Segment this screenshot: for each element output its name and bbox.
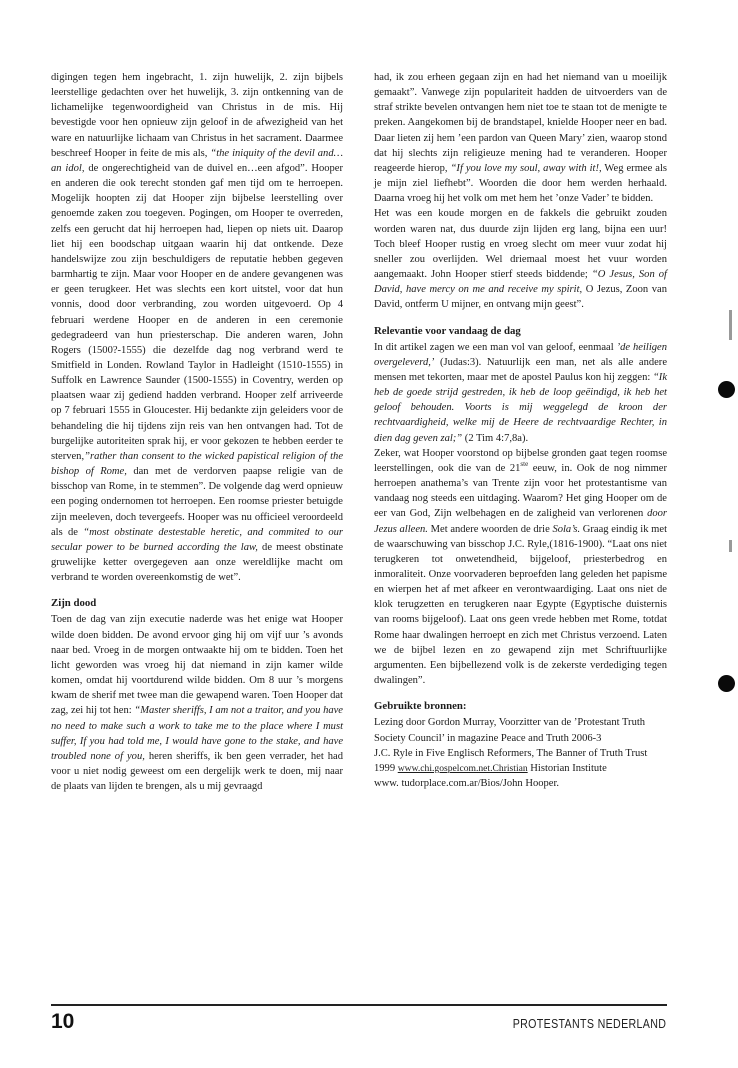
section-heading-sources: Gebruikte bronnen: <box>374 700 467 713</box>
punch-hole <box>718 675 735 692</box>
paragraph-stake: had, ik zou erheen gegaan zijn en had het niemand van u moeilijk gemaakt”. Vanwege zijn populariteit hadden de uitvoerders van de straf strikte bevelen ontvangen hem niet toe te staan tot de menigte te preken. Aangekomen bij de brandstapel, knielde Hooper neer en bad. Daar lieten zij hem ’een pardon van Queen Mary’ zien, waarop stond dat hij slechts zijn religieuze mening had te veranderen. Hooper reageerde hierop, “If you love my soul, away with it!, Weg ermee als je mijn ziel liefhebt”. Woorden die door hem werden herhaald. Daarna vroeg hij het volk om met hem het ’onze Vader’ te bidden. <box>374 72 667 205</box>
page-edge-mark <box>729 310 732 340</box>
source-item: www. tudorplace.com.ar/Bios/John Hooper. <box>374 778 560 790</box>
page-edge-mark <box>729 540 732 552</box>
left-column <box>51 70 343 794</box>
paragraph-trial: digingen tegen hem ingebracht, 1. zijn huwelijk, 2. zijn bijbels leerstellige gedachten over het huwelijk, 3. zijn ontkenning van de lichamelijke tegenwoordigheid van Christus in de mis. Hij bevestigde voor hen opnieuw zijn geloof in de afwezigheid van het ware en natuurlijke lichaam van Christus in het sacrament. Daarmee beschreef Hooper in feite de mis als, “the iniquity of the devil and…an idol, de ongerechtigheid van de duivel en…een afgod”. Hooper en anderen die ook terecht stonden gaf men tijd om te herroepen. Mogelijk hoopten zij dat Hooper zijn bijbelse leerstelling over genoemde zaken zou toegeven. Pogingen, om Hooper te overreden, zelfs een gerucht dat hij herroepen had, liepen op niets uit. Daarop liet hij een boodschap uitgaan waarin hij dat ontkende. Deze handelswijze zou zijn beschuldigers de reputatie hebben gegeven barmhartig te zijn. Maar voor Hooper en de andere gevangenen was er geen terugkeer. Het was slechts een kort uitstel, voor dat hun vonnis, dood door verbranding, zou worden uitgevoerd. Op 4 februari werdene Hooper en de anderen in een ceremonie gedegradeerd van hun priesterschap. Die anderen waren, John Rogers (1500?-1555) die dezelfde dag nog verbrand werd te Smitfield in Londen. Rowland Taylor in Hadleight (1510-1555) in Suffolk en Lawrence Saunder (1500-1555) in Coventry, werden op plaatsen waar zij gediend hadden verbrand. Hooper zelf arriveerde op 7 februari 1555 in Gloucester. Hij bedankte zijn geleiders voor de behandeling die hij tijdens zijn reis van hen ontvangen had. Tot de burgelijke autoriteiten sprak hij, er voor gekozen te hebben eerder te sterven,”rather than consent to the wicked papistical religion of the bishop of Rome, dan met de verdorven paapse religie van de bisschop van Rome, in te stemmen”. De volgende dag werd opnieuw een poging ondernomen tot herroepen. Een roomse priester betuigde zijn meeleven, doch tevergeefs. Hooper was nu officieel veroordeeld als de “most obstinate destestable heretic, and commited to our secular power to be burned according the law, de meest obstinate gruwelijke ketter overgegeven aan onze wereldlijke macht om verbrand te worden overeenkomstig de wet”. <box>51 72 344 584</box>
punch-hole <box>718 381 735 398</box>
right-column <box>374 70 667 791</box>
section-heading-relevance: Relevantie voor vandaag de dag <box>374 324 521 337</box>
magazine-name: PROTESTANTS NEDERLAND <box>512 1016 666 1031</box>
paragraph-death: Toen de dag van zijn executie naderde was het enige wat Hooper wilde doen bidden. De avond ervoor ging hij om vijf uur ’s avonds naar bed. Vroeg in de morgen ontwaakte hij om te bidden. Toen het licht geworden was vroeg hij dat niemand in zijn kamer wilde komen, omdat hij voortdurend wilde bidden. Om 8 uur ’s morgens kwam de sherif met twee man die gewapend waren. Toen Hooper dat zag, zei hij tot hen: “Master sheriffs, I am not a traitor, and you have no need to make such a work to take me to the place where I must suffer, If you had told me, I would have gone to the stake, and have troubled none of you, heren sheriffs, ik ben geen verrader, het had voor u niet nodig geweest om een dergelijk werk te doen, mij naar de plaats van lijden te brengen, als u mij gevraagd <box>51 614 343 793</box>
page-number: 10 <box>51 1010 75 1033</box>
paragraph-conclusion: Zeker, wat Hooper voorstond op bijbelse gronden gaat tegen roomse leerstellingen, ook die van de 21ste eeuw, in. Ook de nog nimmer herroepen anathema’s van Trente zijn voor het protestantisme van vandaag nog steeds een uitdaging. Waarom? Het ging Hooper om de eer van God, Zijn welbehagen en de zaligheid van verlorenen door Jezus alleen. Met andere woorden de drie Sola’s. Graag eindig ik met de waarschuwing van bisschop J.C. Ryle,(1816-1900). “Laat ons niet terugkeren tot onwetendheid, bijgeloof, priesterbedrog en inmoraliteit. Onze voorvaderen beproefden lang geleden het papisme en wierpen het af met afkeer en verontwaardiging. Laat ons niet de klok terugzetten en terugkeren naar Egypte (Egyptische duisternis van rooms bijgeloof). Laat ons geen vrede hebben met Rome, totdat Rome haar dwalingen herroept en zich met Christus verzoend. Laten we de bijbel lezen en zo gewapend zijn met Schriftuurlijke argumenten. Een bijbellezend volk is de zekerste verdediging tegen dwalingen”. <box>374 447 667 687</box>
footer-rule <box>51 1004 667 1006</box>
source-item: Lezing door Gordon Murray, Voorzitter van de ’Protestant Truth Society Council’ in magazine Peace and Truth 2006-3 <box>374 717 646 744</box>
source-link[interactable]: www.chi.gospelcom.net.Christian <box>397 762 528 774</box>
paragraph-relevance: In dit artikel zagen we een man vol van geloof, eenmaal ’de heiligen overgeleverd,’ (Judas:3). Natuurlijk een man, net als alle andere mensen met tekorten, maar met de apostel Paulus kon hij zeggen: “Ik heb de goede strijd gestreden, ik heb de loop geëindigd, ik heb het geloof behouden. Voorts is mij weggelegd de kroon der rechtvaardigheid, welke mij de Heere de rechtvaardige Rechter, in dien dag geven zal;” (2 Tim 4:7,8a). <box>374 341 668 444</box>
section-heading-death: Zijn dood <box>51 597 97 610</box>
source-item: J.C. Ryle in Five Englisch Reformers, The Banner of Truth Trust 1999 www.chi.gospelcom.net.Christian Historian Institute <box>374 747 648 774</box>
paragraph-fire: Het was een koude morgen en de fakkels die gebruikt zouden worden waren nat, dus duurde zijn lijden erg lang, bijna een uur! Toch bleef Hooper rustig en vroeg slecht om meer vuur zodat hij sneller zou overlijden. Wel driemaal moest het vuur worden aangemaakt. John Hooper stierf steeds biddende; “O Jesus, Son of David, have mercy on me and receive my spirit, O Jezus, Zoon van David, ontferm U mijner, en ontvang mijn geest”. <box>374 208 667 311</box>
